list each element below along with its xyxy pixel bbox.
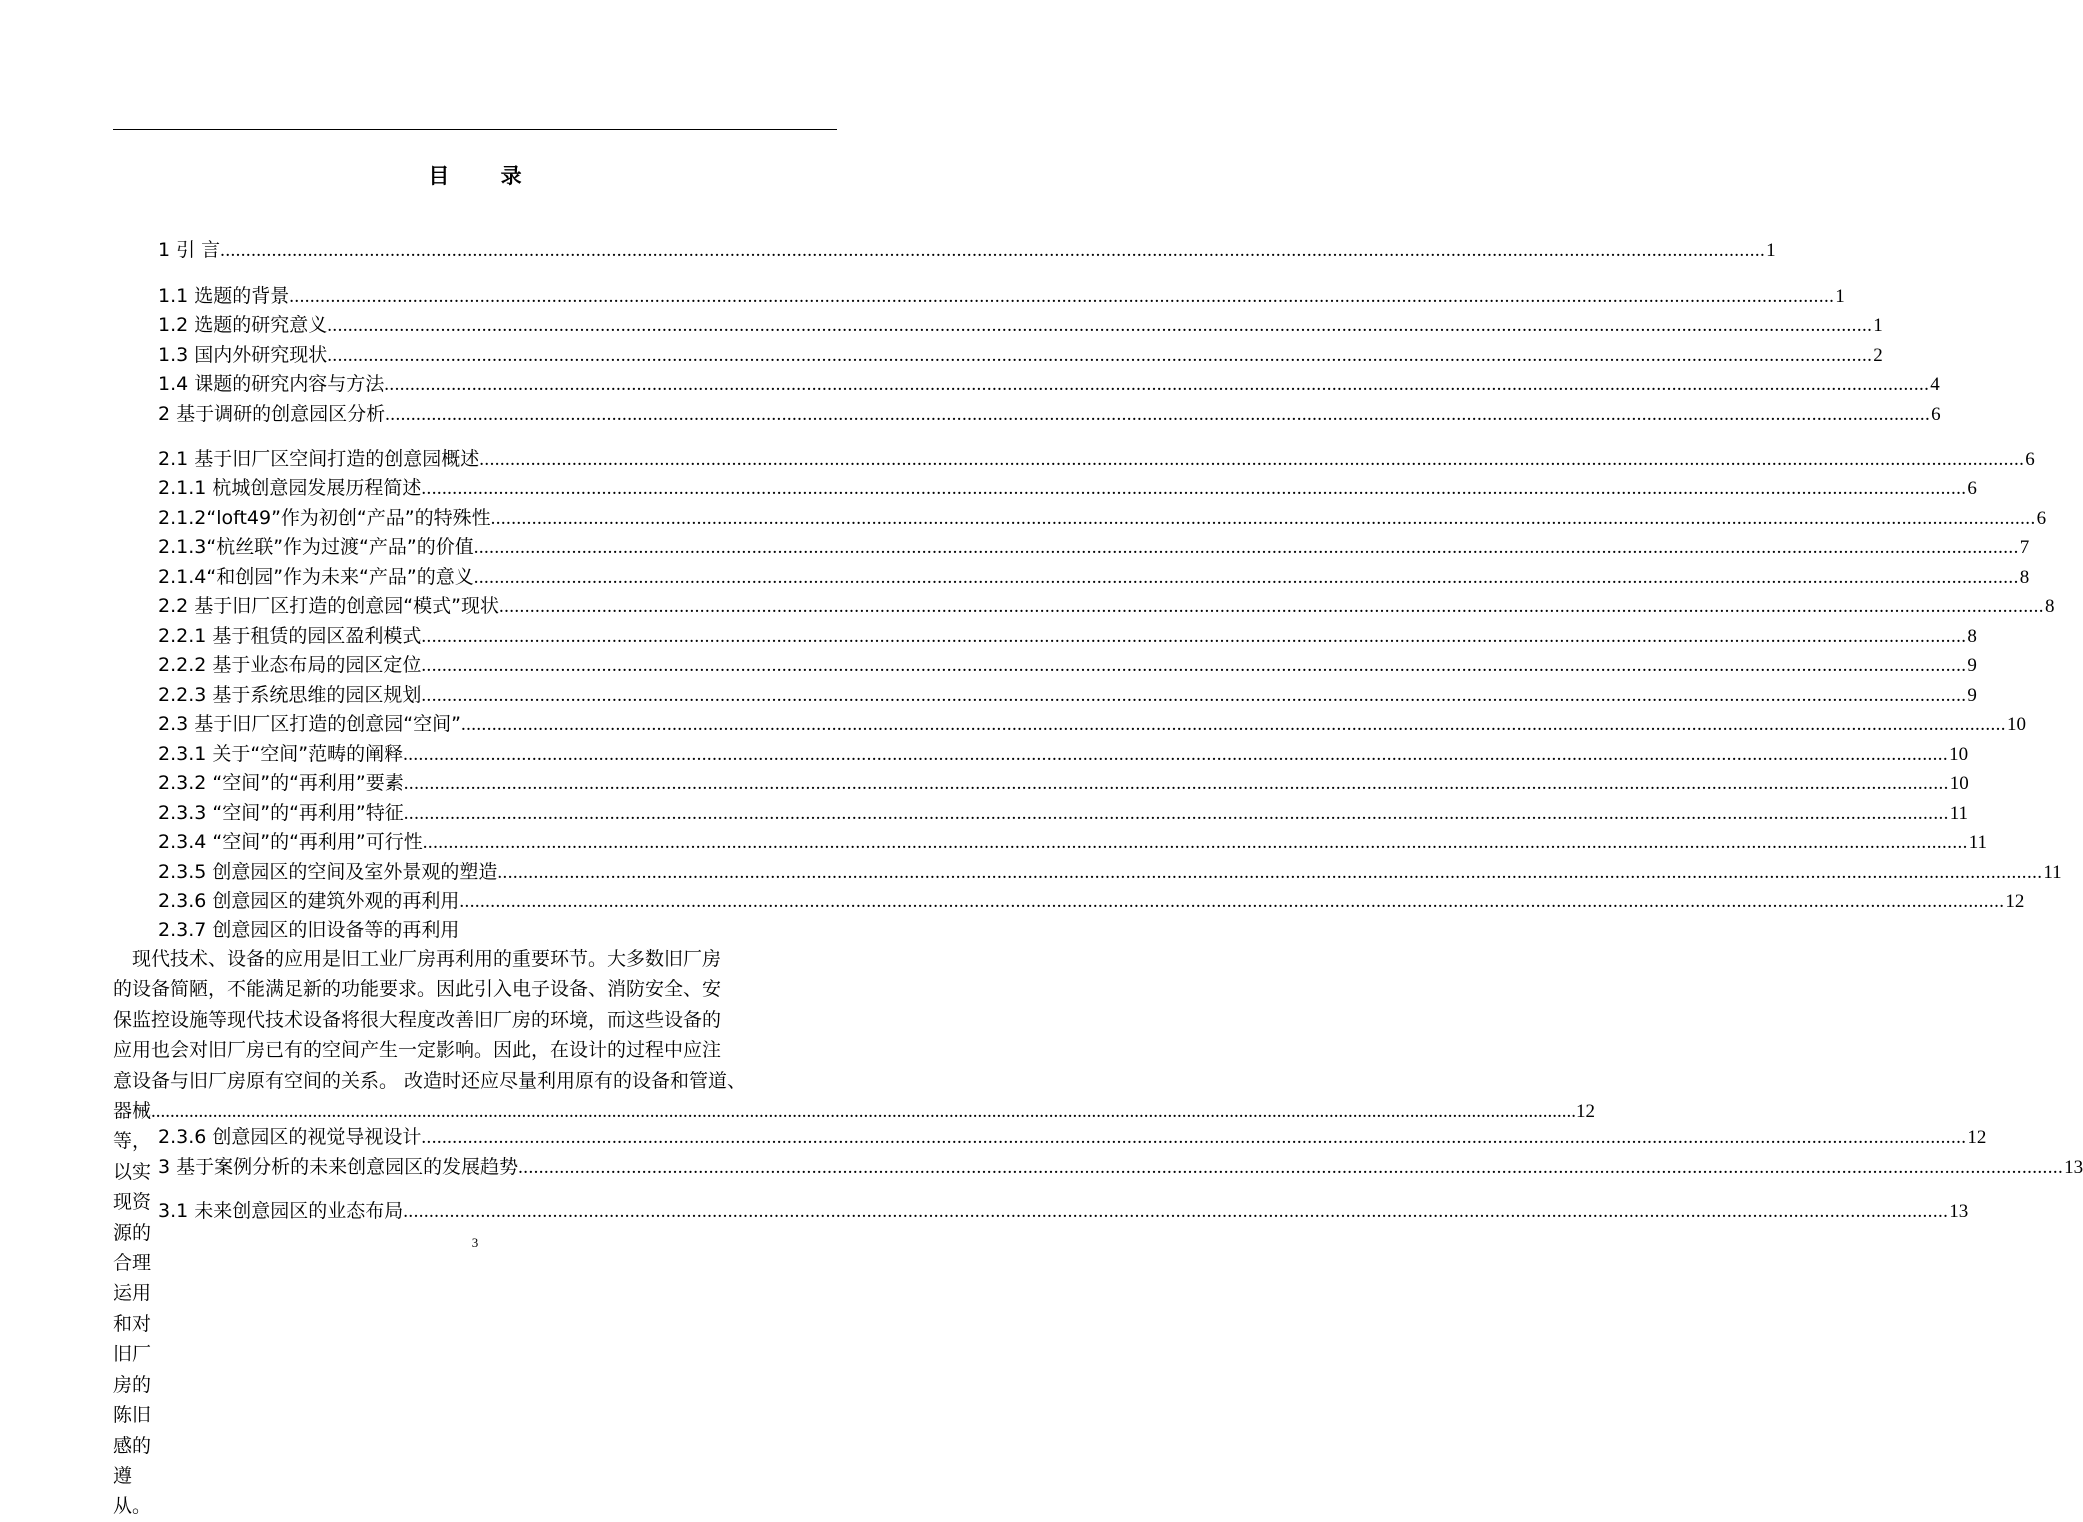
toc-entry[interactable] (158, 622, 1977, 650)
toc-entry[interactable] (158, 504, 2047, 532)
toc-entry[interactable] (158, 533, 2030, 561)
toc-entry-page: 6 (2036, 508, 2047, 529)
toc-leader-dots: ............................................................................................................................................................................................................................................................................................................ (473, 567, 2019, 588)
body-paragraph (113, 944, 1595, 1522)
toc-entry-page: 6 (1931, 404, 1941, 425)
paragraph-line-4: 应用也会对旧厂房已有的空间产生一定影响。因此，在设计的过程中应注 (113, 1039, 722, 1062)
toc-entry-page: 10 (1949, 773, 1969, 794)
toc-leader-dots: ............................................................................................................................................................................................................................................................................................................ (490, 508, 2036, 529)
toc-leader-dots: ............................................................................................................................................................................................................................................................................................................ (289, 286, 1835, 307)
toc-entry[interactable] (158, 282, 1845, 310)
toc-entry-label: 2.3.6 创意园区的建筑外观的再利用 (158, 890, 460, 912)
toc-entry-label: 1.4 课题的研究内容与方法 (158, 373, 385, 395)
toc-leader-dots: ............................................................................................................................................................................................................................................................................................................ (327, 315, 1873, 336)
toc-leader-dots: ............................................................................................................................................................................................................................................................................................................ (403, 744, 1949, 765)
toc-entry[interactable] (158, 799, 1969, 827)
toc-leader-dots: ............................................................................................................................................................................................................................................................................................................ (460, 714, 2006, 735)
toc-entry-label: 2.2 基于旧厂区打造的创意园“模式”现状 (158, 595, 499, 617)
toc-entry[interactable] (158, 311, 1883, 339)
toc-entry-label: 3.1 未来创意园区的业态布局 (158, 1200, 404, 1222)
toc-entry-label: 2.3.6 创意园区的视觉导视设计 (158, 1126, 422, 1148)
toc-entry[interactable] (158, 769, 1969, 797)
toc-entry-page: 11 (1949, 803, 1969, 824)
toc-leader-dots: ............................................................................................................................................................................................................................................................................................................ (385, 404, 1931, 425)
toc-entry-label: 2.1.2“loft49”作为初创“产品”的特殊性 (158, 507, 491, 529)
toc-entry[interactable] (158, 400, 1941, 428)
toc-entry-label: 1.2 选题的研究意义 (158, 314, 328, 336)
toc-entry[interactable] (158, 681, 1977, 709)
toc-entry-page: 1 (1873, 315, 1883, 336)
toc-entry[interactable] (158, 370, 1940, 398)
toc-leader-dots: ............................................................................................................................................................................................................................................................................................................ (403, 803, 1949, 824)
toc-leader-dots: ............................................................................................................................................................................................................................................................................................................ (498, 596, 2044, 617)
toc-entry-page: 8 (2044, 596, 2055, 617)
toc-leader-dots: ............................................................................................................................................................................................................................................................................................................ (497, 862, 2043, 883)
toc-entry-page: 8 (1967, 626, 1977, 647)
toc-entry-page: 13 (1949, 1201, 1969, 1222)
toc-leader-dots: ............................................................................................................................................................................................................................................................................................................ (421, 626, 1967, 647)
toc-entry[interactable] (158, 236, 1776, 264)
toc-entry[interactable] (158, 651, 1977, 679)
toc-entry-label: 2.2.1 基于租赁的园区盈利模式 (158, 625, 422, 647)
toc-entry[interactable] (158, 887, 2025, 915)
toc-entry-page: 12 (2005, 891, 2025, 912)
toc-leader-dots: ............................................................................................................................................................................................................................................................................................................ (151, 1101, 1576, 1123)
toc-leader-dots: ............................................................................................................................................................................................................................................................................................................ (421, 685, 1967, 706)
toc-entry[interactable] (158, 916, 836, 944)
toc-leader-dots: ............................................................................................................................................................................................................................................................................................................ (473, 537, 2019, 558)
toc-entry-page: 4 (1930, 374, 1940, 395)
toc-leader-dots: ............................................................................................................................................................................................................................................................................................................ (459, 891, 2005, 912)
toc-leader-dots: ............................................................................................................................................................................................................................................................................................................ (384, 374, 1930, 395)
toc-entry-page: 7 (2019, 537, 2030, 558)
toc-leader-dots: ............................................................................................................................................................................................................................................................................................................ (422, 832, 1968, 853)
paragraph-last-line (113, 1096, 1595, 1522)
toc-leader-dots: ............................................................................................................................................................................................................................................................................................................ (403, 1201, 1949, 1222)
paragraph-line-5: 意设备与旧厂房原有空间的关系。 改造时还应尽量利用原有的设备和管道、 (113, 1069, 747, 1092)
toc-entry[interactable] (158, 445, 2035, 473)
toc-entry-page: 10 (1949, 744, 1969, 765)
toc-entry[interactable] (158, 828, 1988, 856)
toc-entry[interactable] (158, 341, 1883, 369)
paragraph-line-3: 保监控设施等现代技术设备将很大程度改善旧厂房的环境，而这些设备的 (113, 1008, 722, 1031)
toc-leader-dots: ............................................................................................................................................................................................................................................................................................................ (421, 1127, 1967, 1148)
toc-entry-label: 2.2.3 基于系统思维的园区规划 (158, 684, 422, 706)
toc-entry-label: 1.1 选题的背景 (158, 285, 290, 307)
toc-entry[interactable] (158, 592, 2055, 620)
toc-entry-label: 2.1.1 杭城创意园发展历程简述 (158, 477, 422, 499)
toc-entry-label: 1.3 国内外研究现状 (158, 344, 328, 366)
toc-entry-label: 2.3 基于旧厂区打造的创意园“空间” (158, 713, 461, 735)
toc-leader-dots: ............................................................................................................................................................................................................................................................................................................ (327, 345, 1873, 366)
toc-entry-label: 2.3.4 “空间”的“再利用”可行性 (158, 831, 423, 853)
toc-entry-page: 6 (1967, 478, 1977, 499)
header-rule (113, 129, 837, 130)
toc-leader-dots: ............................................................................................................................................................................................................................................................................................................ (403, 773, 1949, 794)
paragraph-page-number: 12 (1576, 1101, 1595, 1123)
toc-entry-page: 13 (2064, 1157, 2083, 1178)
toc-entry-label: 2.1 基于旧厂区空间打造的创意园概述 (158, 448, 480, 470)
toc-entry-page: 10 (2006, 714, 2026, 735)
toc-entry-label: 2.1.3“杭丝联”作为过渡“产品”的价值 (158, 536, 474, 558)
toc-entry-label: 2.3.5 创意园区的空间及室外景观的塑造 (158, 861, 498, 883)
toc-entry[interactable] (158, 740, 1969, 768)
toc-leader-dots: ............................................................................................................................................................................................................................................................................................................ (421, 478, 1967, 499)
toc-entry-label: 2.1.4“和创园”作为未来“产品”的意义 (158, 566, 474, 588)
toc-entry[interactable] (158, 858, 2062, 886)
toc-entry[interactable] (158, 563, 2030, 591)
toc-entry-label: 2.3.3 “空间”的“再利用”特征 (158, 802, 404, 824)
toc-entry-label: 2.3.1 关于“空间”范畴的阐释 (158, 743, 404, 765)
paragraph-line-2: 的设备简陋，不能满足新的功能要求。因此引入电子设备、消防安全、安 (113, 978, 722, 1001)
toc-entry-label: 2 基于调研的创意园区分析 (158, 403, 386, 425)
toc-entry-label: 2.3.2 “空间”的“再利用”要素 (158, 772, 404, 794)
toc-entry[interactable] (158, 474, 1977, 502)
toc-entry-page: 12 (1967, 1127, 1987, 1148)
toc-leader-dots: ............................................................................................................................................................................................................................................................................................................ (479, 449, 2025, 470)
toc-entry[interactable] (158, 710, 2026, 738)
toc-entry-page: 2 (1873, 345, 1883, 366)
toc-entry-label: 1 引 言 (158, 239, 221, 261)
toc-leader-dots: ............................................................................................................................................................................................................................................................................................................ (220, 240, 1766, 261)
toc-entry-page: 8 (2019, 567, 2030, 588)
toc-entry-page: 1 (1766, 240, 1776, 261)
toc-entry-page: 1 (1835, 286, 1845, 307)
toc-leader-dots: ............................................................................................................................................................................................................................................................................................................ (518, 1157, 2064, 1178)
toc-entry-label: 2.3.7 创意园区的旧设备等的再利用 (158, 919, 460, 941)
toc-entry-page: 6 (2025, 449, 2035, 470)
toc-entry-page: 9 (1967, 685, 1977, 706)
toc-leader-dots: ............................................................................................................................................................................................................................................................................................................ (421, 655, 1967, 676)
page-number: 3 (471, 1235, 479, 1250)
paragraph-line-6: 器械等，以实现资源的合理运用和对旧厂房的陈旧感的遵从。 (113, 1100, 152, 1518)
toc-entry-page: 9 (1967, 655, 1977, 676)
toc-entry-page: 11 (1968, 832, 1988, 853)
toc-entry-page: 11 (2043, 862, 2062, 883)
toc-entry-label: 3 基于案例分析的未来创意园区的发展趋势 (158, 1156, 519, 1178)
paragraph-line-1: 现代技术、设备的应用是旧工业厂房再利用的重要环节。大多数旧厂房 (132, 948, 722, 970)
toc-title: 目 录 (428, 164, 544, 188)
toc-entry-label: 2.2.2 基于业态布局的园区定位 (158, 654, 422, 676)
